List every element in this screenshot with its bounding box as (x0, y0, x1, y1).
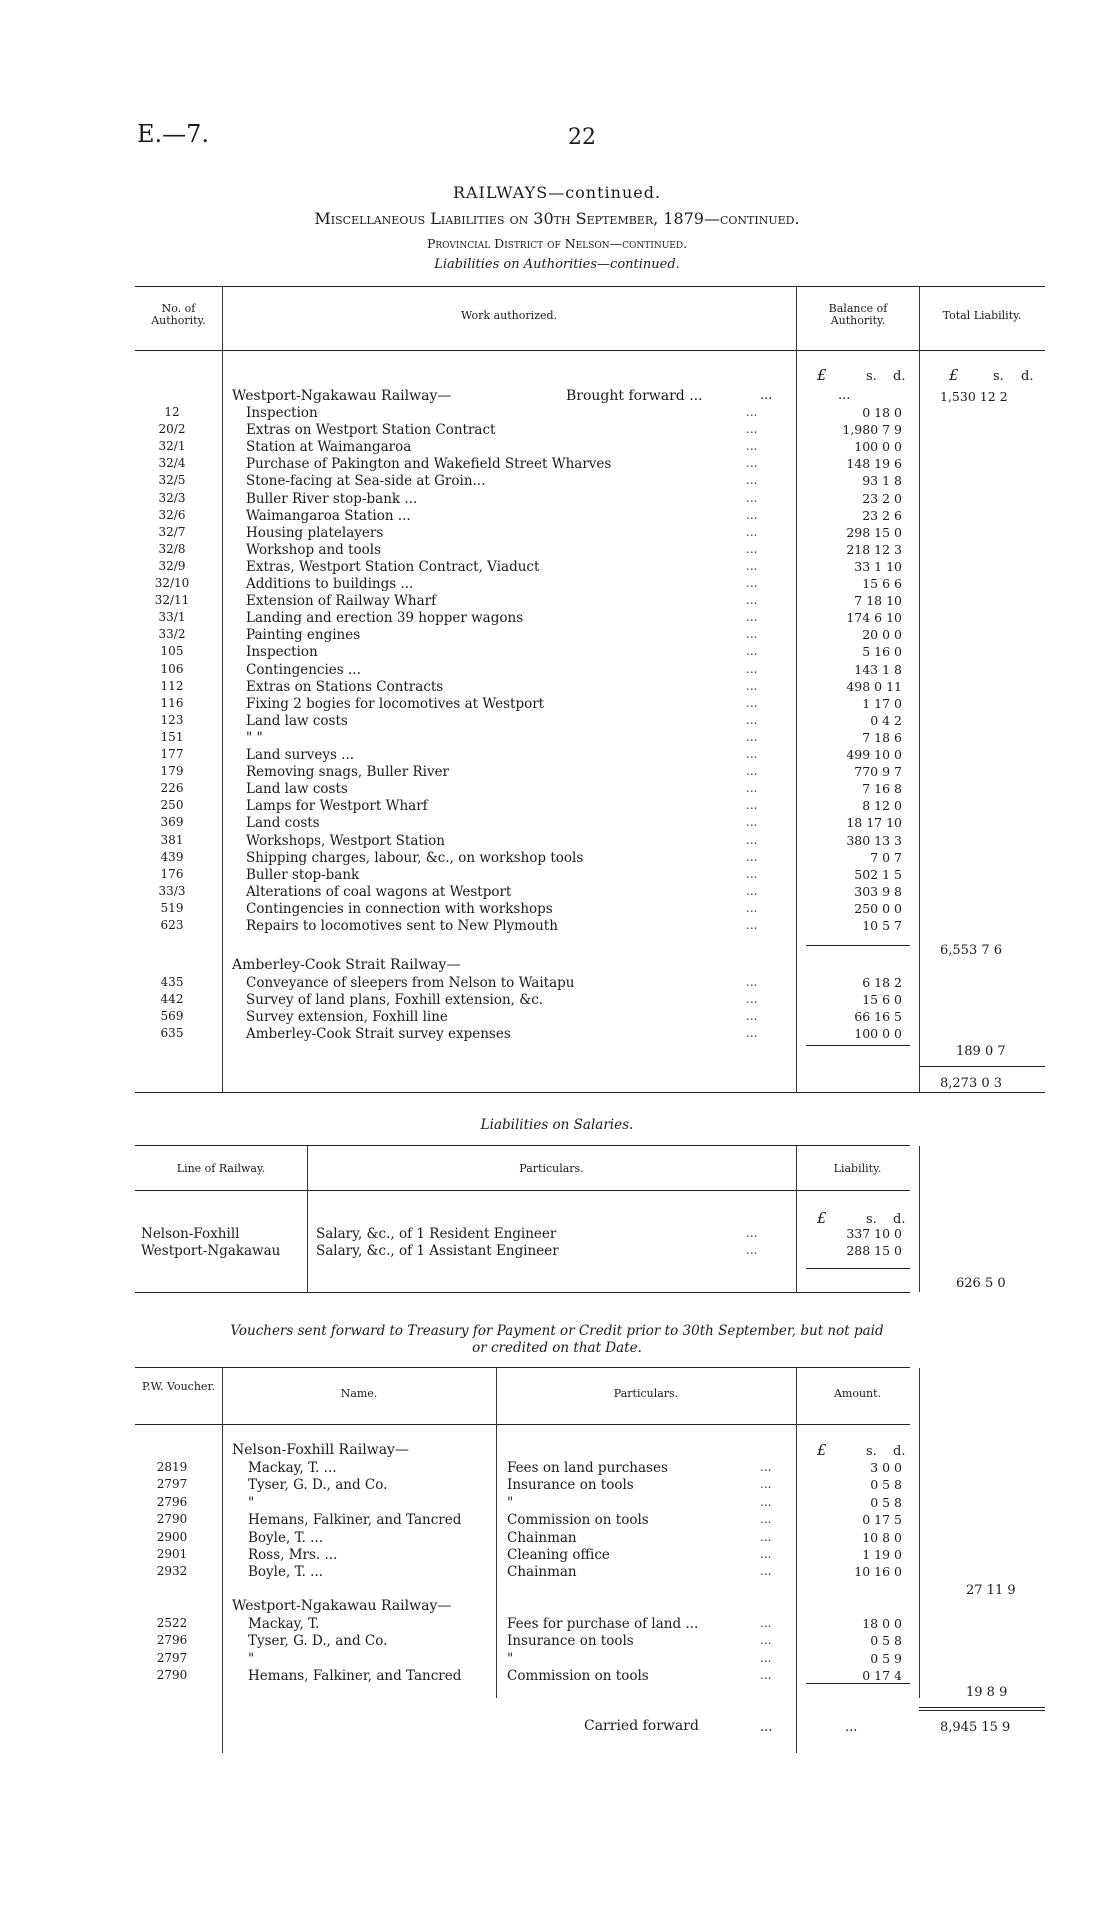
leader-dots: ... (746, 781, 758, 796)
work-description: Amberley-Cook Strait survey expenses (246, 1026, 511, 1043)
leader-dots: ... (746, 866, 758, 881)
voucher-number: 2796 (156, 1494, 188, 1509)
voucher-particulars: Commission on tools (507, 1512, 649, 1529)
voucher-number: 2901 (156, 1547, 188, 1561)
balance-amount: 10 5 7 (862, 918, 902, 933)
railway-line: Nelson-Foxhill (141, 1226, 240, 1242)
voucher-amount: 1 19 0 (862, 1547, 902, 1562)
authority-number: 623 (160, 918, 184, 932)
voucher-particulars: Insurance on tools (507, 1477, 634, 1494)
group-heading: Nelson-Foxhill Railway— (232, 1442, 409, 1458)
balance-amount: 66 16 5 (854, 1009, 902, 1025)
group-heading: Westport-Ngakawau Railway— (232, 388, 452, 404)
balance-amount: 6 18 2 (862, 975, 902, 990)
subtotal-amberley: 189 0 7 (956, 1044, 1006, 1059)
work-description: Lamps for Westport Wharf (246, 798, 428, 815)
header-total: Total Liability. (942, 309, 1022, 322)
voucher-amount: 10 16 0 (854, 1564, 902, 1580)
work-description: Repairs to locomotives sent to New Plymouth (246, 918, 558, 934)
leader-dots: ... (746, 1243, 758, 1257)
table3-col-divider (796, 1368, 797, 1753)
authority-number: 32/6 (158, 507, 186, 522)
balance-amount: 148 19 6 (846, 456, 902, 472)
voucher-number: 2796 (156, 1633, 188, 1648)
liability-amount: 337 10 0 (846, 1226, 902, 1241)
leader-dots: ... (760, 1460, 772, 1474)
authority-number: 519 (160, 900, 184, 915)
balance-amount: 0 4 2 (870, 712, 902, 728)
table3-header-rule (135, 1424, 910, 1425)
authority-number: 33/3 (158, 883, 186, 898)
subtotal-rule (806, 1683, 910, 1684)
work-description: Workshop and tools (246, 541, 382, 558)
work-description: Painting engines (246, 627, 361, 644)
leader-dots: ... (746, 849, 758, 864)
leader-dots: ... (746, 712, 758, 727)
table2-col-divider (919, 1146, 920, 1292)
leader-dots: ... (746, 661, 758, 676)
total-rule (919, 1707, 1045, 1708)
subtotal-rule (806, 1045, 910, 1046)
leader-dots: ... (746, 900, 758, 915)
railway-line: Westport-Ngakawau (141, 1243, 281, 1259)
header-voucher: P.W. Voucher. (142, 1380, 215, 1393)
work-description: Land law costs (246, 712, 348, 729)
brought-forward-total: 1,530 12 2 (940, 389, 1008, 404)
balance-amount: 298 15 0 (846, 524, 902, 540)
work-description: Stone-facing at Sea-side at Groin... (246, 473, 486, 490)
voucher-particulars: Fees for purchase of land ... (507, 1616, 699, 1632)
header-authority: No. of Authority. (151, 302, 206, 327)
salaries-title: Liabilities on Salaries. (480, 1117, 634, 1133)
table2-top-rule (135, 1145, 910, 1146)
work-description: " " (246, 729, 263, 746)
balance-amount: 499 10 0 (846, 747, 902, 762)
header-particulars: Particulars. (613, 1387, 679, 1400)
payee-name: Hemans, Falkiner, and Tancred (248, 1512, 462, 1529)
balance-amount: 7 0 7 (870, 849, 902, 865)
pence-unit: d. (893, 1212, 906, 1227)
voucher-amount: 10 8 0 (862, 1529, 902, 1545)
total-rule (919, 1710, 1045, 1711)
work-description: Contingencies ... (246, 661, 361, 678)
shilling-unit: s. (866, 1444, 877, 1459)
leader-dots: ... (746, 473, 758, 488)
voucher-number: 2797 (156, 1650, 188, 1665)
authority-number: 442 (160, 992, 184, 1007)
balance-amount: 770 9 7 (854, 764, 902, 780)
voucher-amount: 0 5 8 (870, 1494, 902, 1510)
work-description: Station at Waimangaroa (246, 439, 412, 456)
voucher-number: 2797 (156, 1477, 188, 1492)
authority-number: 123 (160, 712, 184, 727)
table3-col-divider (496, 1368, 497, 1698)
voucher-number: 2790 (156, 1512, 188, 1527)
leader-dots: ... (746, 541, 758, 556)
pence-unit: d. (1021, 369, 1034, 384)
subtotal-westport: 6,553 7 6 (940, 943, 1003, 958)
work-description: Buller stop-bank (246, 866, 360, 883)
subtotal-nelson-vouchers: 27 11 9 (966, 1583, 1016, 1598)
work-description: Land surveys ... (246, 747, 355, 763)
leader-dots: ... (746, 422, 758, 437)
leader-dots: ... (746, 456, 758, 471)
work-description: Landing and erection 39 hopper wagons (246, 610, 524, 627)
leader-dots: ... (746, 405, 758, 419)
leader-dots: ... (760, 1564, 772, 1579)
page-number: 22 (568, 125, 596, 150)
balance-amount: 15 6 0 (862, 992, 902, 1008)
header-particulars: Particulars. (519, 1162, 584, 1175)
leader-dots: ... (760, 1633, 772, 1648)
payee-name: Mackay, T. ... (248, 1460, 337, 1476)
vouchers-title-line2: or credited on that Date. (472, 1340, 642, 1356)
leader-dots: ... (746, 883, 758, 898)
authority-number: 635 (160, 1026, 184, 1041)
authority-number: 112 (160, 678, 184, 693)
grand-total-authorities: 8,273 0 3 (940, 1076, 1003, 1091)
header-balance: Balance of Authority. (828, 302, 888, 327)
subtotal-rule (806, 1268, 910, 1269)
authority-number: 32/1 (158, 439, 186, 454)
authority-number: 226 (160, 781, 184, 796)
work-description: Extras on Stations Contracts (246, 678, 444, 695)
table2-header-rule (135, 1190, 910, 1191)
balance-amount: 250 0 0 (854, 900, 902, 916)
balance-amount: 1 17 0 (862, 695, 902, 711)
leader-dots: ... (760, 1720, 773, 1735)
voucher-particulars: " (507, 1650, 514, 1667)
voucher-number: 2900 (156, 1529, 188, 1544)
page-title: RAILWAYS—continued. (452, 183, 662, 202)
header-liability: Liability. (833, 1162, 882, 1175)
subtotal-rule (806, 945, 910, 946)
table1-col-divider (222, 287, 223, 1092)
authority-number: 33/1 (158, 610, 186, 625)
work-description: Extras on Westport Station Contract (246, 422, 496, 439)
balance-amount: 5 16 0 (862, 644, 902, 660)
authority-number: 106 (160, 661, 184, 676)
voucher-particulars: Insurance on tools (507, 1633, 634, 1650)
work-description: Housing platelayers (246, 524, 384, 541)
voucher-number: 2522 (156, 1616, 188, 1630)
work-description: Workshops, Westport Station (246, 832, 445, 849)
work-description: Survey of land plans, Foxhill extension, &c. (246, 992, 544, 1009)
pound-sign: £ (949, 366, 959, 384)
work-description: Waimangaroa Station ... (246, 507, 411, 524)
work-description: Additions to buildings ... (246, 576, 414, 592)
balance-amount: 502 1 5 (854, 866, 902, 882)
payee-name: Ross, Mrs. ... (248, 1547, 338, 1563)
payee-name: " (248, 1650, 255, 1667)
carried-forward-amount: ... (845, 1720, 858, 1735)
leader-dots: ... (760, 1494, 772, 1509)
salary-particulars: Salary, &c., of 1 Resident Engineer (316, 1226, 557, 1242)
authority-number: 20/2 (158, 422, 186, 437)
voucher-particulars: Chainman (507, 1529, 577, 1546)
authority-number: 439 (160, 849, 184, 864)
voucher-particulars: Chainman (507, 1564, 577, 1581)
payee-name: Hemans, Falkiner, and Tancred (248, 1668, 462, 1685)
total-rule (919, 1066, 1045, 1067)
leader-dots: ... (746, 439, 758, 454)
work-description: Land law costs (246, 781, 348, 798)
authority-number: 435 (160, 975, 184, 989)
authority-number: 179 (160, 764, 184, 779)
table1-top-rule (135, 286, 1045, 287)
district-heading: Provincial District of Nelson—continued. (426, 236, 688, 251)
balance-amount: 100 0 0 (854, 439, 902, 455)
authority-number: 33/2 (158, 627, 186, 642)
document-reference: E.—7. (137, 120, 210, 148)
authority-number: 32/5 (158, 473, 186, 488)
voucher-number: 2932 (156, 1564, 188, 1579)
authority-number: 176 (160, 866, 184, 881)
leader-dots: ... (760, 388, 773, 403)
voucher-particulars: Fees on land purchases (507, 1460, 668, 1476)
table1-col-divider (919, 287, 920, 1092)
carried-forward-total: 8,945 15 9 (940, 1720, 1011, 1735)
work-description: Inspection (246, 644, 318, 661)
authority-number: 177 (160, 747, 184, 761)
group-heading: Amberley-Cook Strait Railway— (232, 957, 461, 973)
leader-dots: ... (760, 1512, 772, 1527)
pence-unit: d. (893, 369, 906, 384)
voucher-number: 2819 (156, 1460, 188, 1474)
voucher-amount: 0 5 8 (870, 1633, 902, 1649)
table2-bottom-rule (135, 1292, 910, 1293)
leader-dots: ... (746, 678, 758, 693)
pound-sign: £ (817, 1209, 827, 1227)
work-description: Alterations of coal wagons at Westport (246, 883, 512, 900)
leader-dots: ... (746, 576, 758, 590)
leader-dots: ... (746, 1026, 758, 1041)
voucher-particulars: Cleaning office (507, 1547, 610, 1563)
authority-number: 12 (164, 405, 180, 419)
balance-amount: 0 18 0 (862, 405, 902, 420)
payee-name: Tyser, G. D., and Co. (248, 1477, 388, 1494)
work-description: Removing snags, Buller River (246, 764, 450, 781)
group-heading: Westport-Ngakawau Railway— (232, 1598, 452, 1614)
leader-dots: ... (746, 507, 758, 522)
balance-amount: 20 0 0 (862, 627, 902, 643)
leader-dots: ... (746, 1009, 758, 1024)
authority-number: 32/10 (154, 576, 190, 590)
salaries-total: 626 5 0 (956, 1276, 1006, 1291)
table1-col-divider (796, 287, 797, 1092)
leader-dots: ... (746, 524, 758, 539)
balance-amount: 8 12 0 (862, 798, 902, 814)
leader-dots: ... (746, 490, 758, 505)
authority-number: 250 (160, 798, 184, 813)
leader-dots: ... (746, 644, 758, 659)
leader-dots: ... (760, 1668, 772, 1683)
shilling-unit: s. (866, 369, 877, 384)
work-description: Fixing 2 bogies for locomotives at Westport (246, 695, 545, 712)
salary-particulars: Salary, &c., of 1 Assistant Engineer (316, 1243, 559, 1259)
balance-amount: 18 17 10 (846, 815, 902, 831)
leader-dots: ... (746, 695, 758, 710)
payee-name: Mackay, T. (248, 1616, 320, 1632)
authority-number: 569 (160, 1009, 184, 1024)
carried-forward-label: Carried forward (584, 1718, 699, 1734)
liability-amount: 288 15 0 (846, 1243, 902, 1258)
pound-sign: £ (817, 1441, 827, 1459)
leader-dots: ... (746, 747, 758, 761)
voucher-amount: 0 17 4 (862, 1668, 902, 1684)
leader-dots: ... (746, 627, 758, 642)
work-description: Inspection (246, 405, 318, 421)
page-subtitle: Miscellaneous Liabilities on 30th September, 1879—continued. (314, 209, 800, 228)
section-heading: Liabilities on Authorities—continued. (434, 257, 680, 272)
balance-amount: 7 16 8 (862, 781, 902, 797)
balance-amount: 93 1 8 (862, 473, 902, 489)
authority-number: 32/7 (158, 524, 186, 539)
voucher-amount: 3 0 0 (870, 1460, 902, 1475)
leader-dots: ... (746, 975, 758, 989)
table3-col-divider (919, 1368, 920, 1698)
balance-amount: 1,980 7 9 (842, 422, 902, 438)
work-description: Conveyance of sleepers from Nelson to Waitapu (246, 975, 575, 991)
voucher-amount: 0 5 8 (870, 1477, 902, 1493)
table3-top-rule (135, 1367, 910, 1368)
pence-unit: d. (893, 1444, 906, 1459)
header-amount: Amount. (833, 1387, 882, 1400)
authority-number: 116 (160, 695, 184, 710)
leader-dots: ... (760, 1529, 772, 1544)
leader-dots: ... (746, 593, 758, 608)
voucher-amount: 18 0 0 (862, 1616, 902, 1631)
vouchers-title-line1: Vouchers sent forward to Treasury for Payment or Credit prior to 30th September, but not paid (230, 1323, 884, 1339)
payee-name: " (248, 1494, 255, 1511)
leader-dots: ... (746, 815, 758, 830)
header-name: Name. (340, 1387, 378, 1400)
voucher-particulars: " (507, 1494, 514, 1511)
balance-amount: 33 1 10 (854, 558, 902, 574)
authority-number: 32/11 (154, 593, 190, 608)
pound-sign: £ (817, 366, 827, 384)
payee-name: Tyser, G. D., and Co. (248, 1633, 388, 1650)
leader-dots: ... (760, 1547, 772, 1561)
authority-number: 151 (160, 729, 184, 744)
shilling-unit: s. (993, 369, 1004, 384)
payee-name: Boyle, T. ... (248, 1529, 324, 1546)
work-description: Purchase of Pakington and Wakefield Street Wharves (246, 456, 612, 473)
authority-number: 105 (160, 644, 184, 659)
header-work: Work authorized. (461, 309, 557, 322)
leader-dots: ... (746, 832, 758, 847)
authority-number: 369 (160, 815, 184, 830)
leader-dots: ... (760, 1616, 772, 1630)
leader-dots: ... (760, 1477, 772, 1492)
leader-dots: ... (760, 1650, 772, 1665)
table1-header-rule (135, 350, 1045, 351)
authority-number: 32/3 (158, 490, 186, 505)
leader-dots: ... (746, 798, 758, 813)
authority-number: 32/9 (158, 558, 186, 573)
payee-name: Boyle, T. ... (248, 1564, 324, 1581)
balance-amount: 23 2 6 (862, 507, 902, 523)
voucher-number: 2790 (156, 1668, 188, 1683)
leader-dots: ... (746, 610, 758, 625)
work-description: Extension of Railway Wharf (246, 593, 437, 610)
authority-number: 32/8 (158, 541, 186, 556)
table1-bottom-rule (135, 1092, 1045, 1093)
table3-col-divider (222, 1368, 223, 1753)
shilling-unit: s. (866, 1212, 877, 1227)
balance-amount: 23 2 0 (862, 490, 902, 506)
work-description: Extras, Westport Station Contract, Viaduct (246, 558, 540, 575)
work-description: Survey extension, Foxhill line (246, 1009, 448, 1026)
balance-amount: 174 6 10 (846, 610, 902, 626)
voucher-particulars: Commission on tools (507, 1668, 649, 1685)
leader-dots: ... (746, 918, 758, 932)
work-description: Land costs (246, 815, 320, 832)
work-description: Contingencies in connection with workshops (246, 900, 553, 917)
header-line: Line of Railway. (176, 1162, 266, 1175)
brought-forward-balance: ... (838, 388, 851, 403)
subtotal-westport-vouchers: 19 8 9 (966, 1685, 1008, 1700)
brought-forward-label: Brought forward ... (566, 388, 703, 404)
voucher-amount: 0 5 9 (870, 1650, 902, 1666)
leader-dots: ... (746, 992, 758, 1007)
balance-amount: 7 18 10 (854, 593, 902, 609)
authority-number: 381 (160, 832, 184, 847)
balance-amount: 7 18 6 (862, 729, 902, 745)
work-description: Buller River stop-bank ... (246, 490, 418, 507)
balance-amount: 498 0 11 (846, 678, 902, 694)
leader-dots: ... (746, 558, 758, 573)
leader-dots: ... (746, 1226, 758, 1240)
leader-dots: ... (746, 729, 758, 744)
balance-amount: 143 1 8 (854, 661, 902, 677)
balance-amount: 303 9 8 (854, 883, 902, 899)
voucher-amount: 0 17 5 (862, 1512, 902, 1528)
balance-amount: 100 0 0 (854, 1026, 902, 1042)
authority-number: 32/4 (158, 456, 186, 471)
balance-amount: 380 13 3 (846, 832, 902, 848)
leader-dots: ... (746, 764, 758, 779)
balance-amount: 15 6 6 (862, 576, 902, 591)
balance-amount: 218 12 3 (846, 541, 902, 557)
work-description: Shipping charges, labour, &c., on workshop tools (246, 849, 584, 866)
